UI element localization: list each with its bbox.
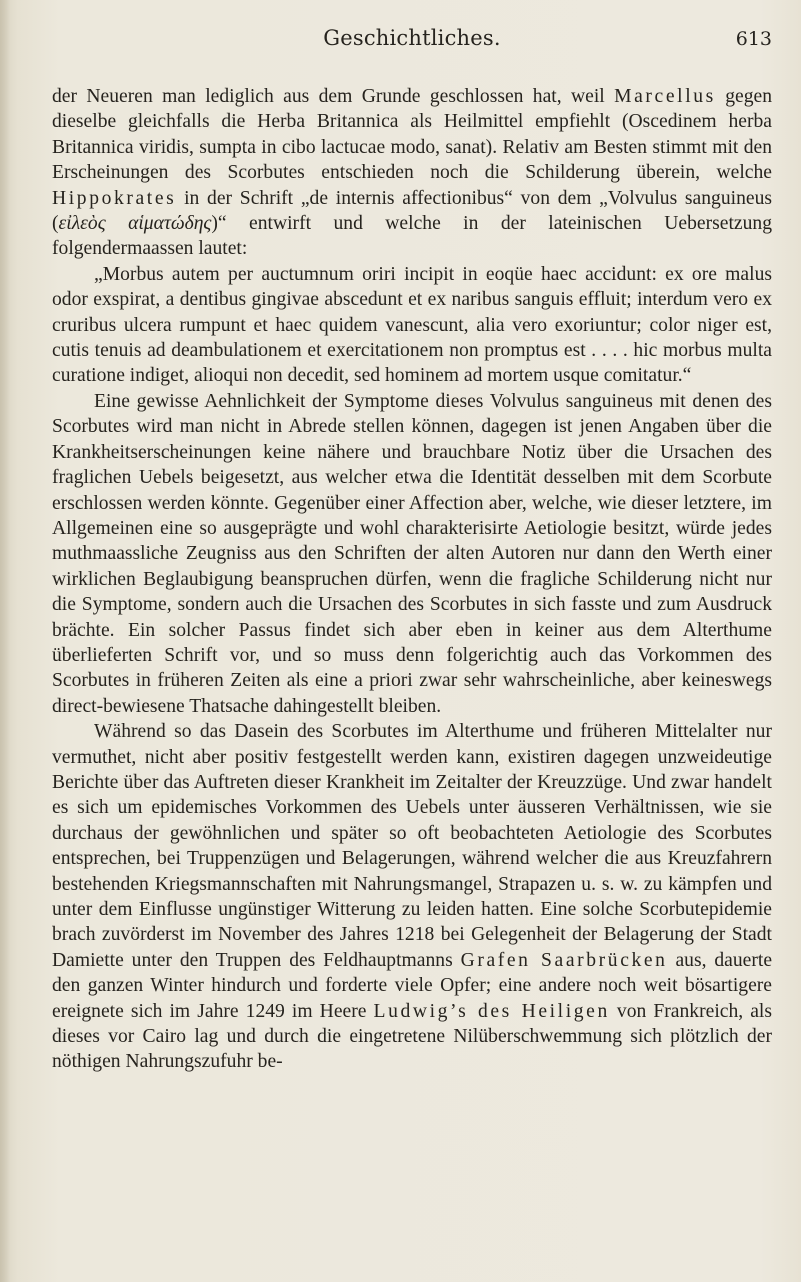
text-run: gegen dieselbe gleichfalls die Herba Britannica als Heilmittel empfiehlt (Oscedinem herba Britannica viridis, sumpta in cibo lactucae modo, sanat). Relativ am Besten stimmt mit den Erscheinungen des Scorbutes entschieden noch die Schilderung überein, welche: [52, 86, 773, 184]
greek-term: εἰλεὸς αἱματώδης: [58, 213, 212, 235]
paragraph: [52, 389, 772, 719]
paragraph: [52, 262, 772, 389]
spaced-name: Ludwig’s des Heiligen: [373, 1000, 610, 1022]
spaced-name: Grafen Saarbrücken: [460, 949, 668, 971]
text-run: )“ entwirft und welche in der lateinischen Uebersetzung folgendermaassen lautet:: [52, 213, 772, 260]
page-number: 613: [735, 28, 772, 50]
paragraph: [52, 84, 772, 262]
text-run: der Neueren man lediglich aus dem Grunde geschlossen hat, weil: [52, 86, 615, 107]
running-head: Geschichtliches.: [323, 26, 501, 50]
paragraph: [52, 719, 772, 1075]
text-run: Eine gewisse Aehnlichkeit der Symptome dieses Volvulus sanguineus mit denen des Scorbutes wird man nicht in Abrede stellen können, dagegen ist jenen Angaben über die Krankheitserscheinungen keine nähere und brauchbare Notiz über die Ursachen des fraglichen Uebels beigesetzt, aus welcher etwa die Identität desselben mit dem Scorbute erschlossen werden könnte. Gegenüber einer Affection aber, welche, wie dieser letztere, im Allgemeinen eine so ausgeprägte und wohl charakterisirte Aetiologie besitzt, würde jedes muthmaassliche Zeugniss aus den Schriften der alten Autoren nur dann den Werth einer wirklichen Beglaubigung beanspruchen dürfen, wenn die fragliche Schilderung nicht nur die Symptome, sondern auch die Ursachen des Scorbutes in sich fasste und zum Ausdruck brächte. Ein solcher Passus findet sich aber eben in keiner aus dem Alterthume überlieferten Schrift vor, und so muss denn folgerichtig auch das Vorkommen des Scorbutes in früheren Zeiten als eine a priori zwar sehr wahrscheinliche, aber keineswegs direct-bewiesene Thatsache dahingestellt bleiben.: [52, 390, 772, 717]
page-header: [52, 26, 772, 54]
page-gutter-shadow: [0, 0, 10, 1282]
text-run: von Frankreich, als dieses vor Cairo lag und durch die eingetretene Nilüberschwemmung sich plötzlich der nöthigen Nahrungszufuhr be-: [52, 1000, 772, 1073]
text-run: in der Schrift „de internis affectionibus“ von dem „Volvulus sanguineus (: [52, 187, 772, 235]
spaced-name: Marcellus: [614, 86, 716, 107]
spaced-name: Hippokrates: [52, 187, 177, 209]
text-run: aus, dauerte den ganzen Winter hindurch und forderte viele Opfer; eine andere noch weit bösartigere ereignete sich im Jahre 1249 im Heere: [52, 949, 773, 1022]
text-run: Während so das Dasein des Scorbutes im Alterthume und früheren Mittelalter nur vermuthet, nicht aber positiv festgestellt werden kann, existiren dagegen unzweideutige Berichte über das Auftreten dieser Krankheit im Zeitalter der Kreuzzüge. Und zwar handelt es sich um epidemisches Vorkommen des Uebels unter äusseren Verhältnissen, wie sie durchaus der gewöhnlichen und später so oft beobachteten Aetiologie des Scorbutes entsprechen, bei Truppenzügen und Belagerungen, während welcher die aus Kreuzfahrern bestehenden Kriegsmannschaften mit Nahrungsmangel, Strapazen u. s. w. zu kämpfen und unter dem Einflusse ungünstiger Witterung zu leiden hatten. Eine solche Scorbutepidemie brach zuvörderst im November des Jahres 1218 bei Gelegenheit der Belagerung der Stadt Damiette unter den Truppen des Feldhauptmanns: [52, 721, 772, 971]
body-text: [52, 84, 772, 1075]
text-run: „Morbus autem per auctumnum oriri incipit in eoqüe haec accidunt: ex ore malus odor exspirat, a dentibus gingivae abscedunt et ex naribus sanguis effluit; interdum vero ex cruribus ulcera rumpunt et haec quidem vanescunt, alia vero exoriuntur; color niger est, cutis tenuis ad deambulationem et exercitationem non promptus est . . . . hic morbus multa curatione indiget, alioqui non decedit, sed hominem ad mortem usque comitatur.“: [52, 263, 772, 387]
